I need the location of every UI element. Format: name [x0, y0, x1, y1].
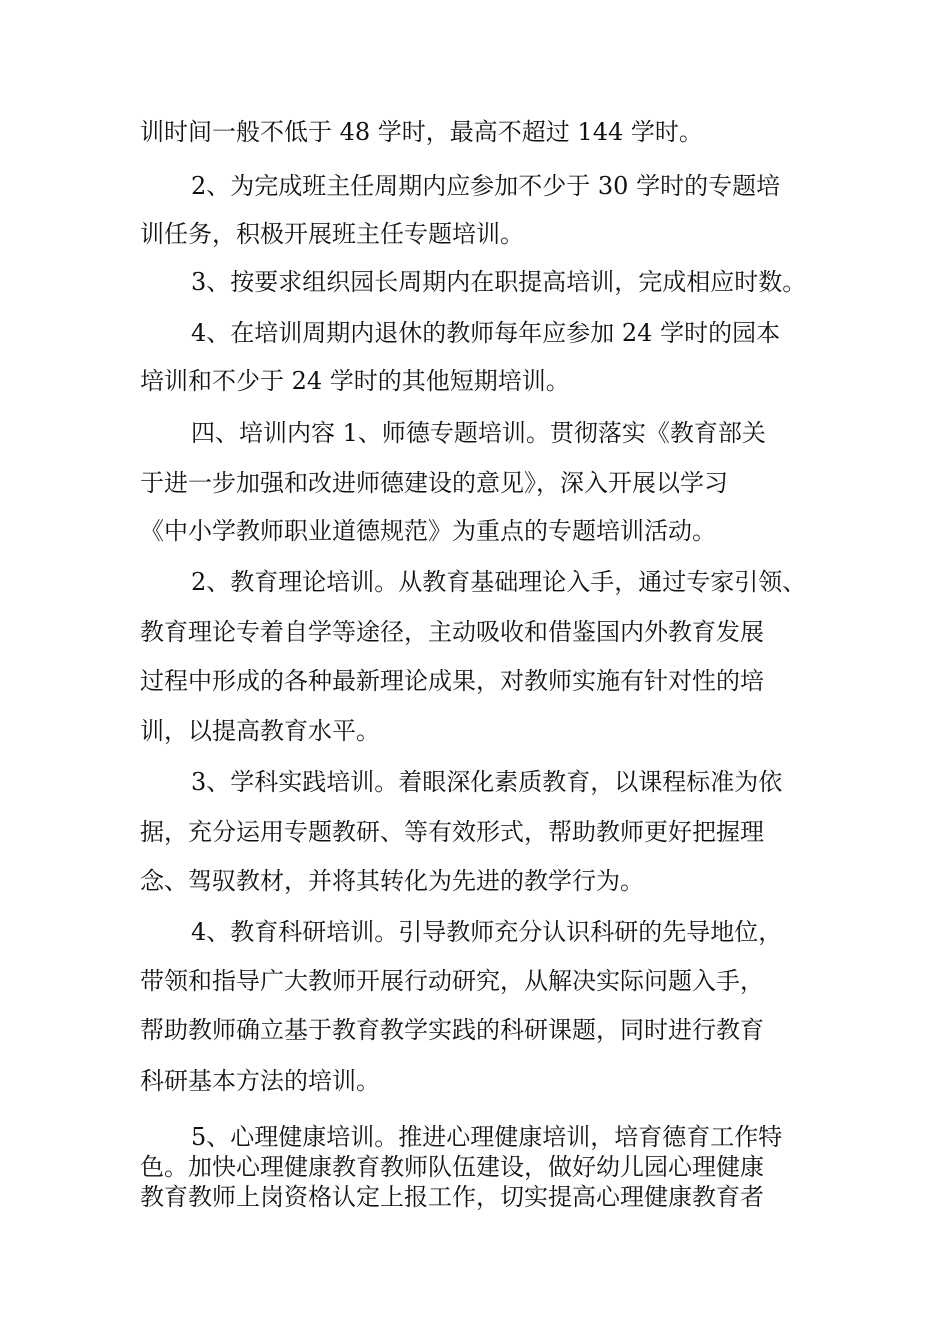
text-line: 据，充分运用专题教研、等有效形式，帮助教师更好把握理	[140, 818, 764, 846]
text-line: 3、学科实践培训。着眼深化素质教育，以课程标准为依	[191, 768, 783, 796]
text-line: 培训和不少于 24 学时的其他短期培训。	[140, 367, 570, 395]
text-line: 训，以提高教育水平。	[140, 717, 380, 745]
text-line: 2、为完成班主任周期内应参加不少于 30 学时的专题培	[191, 172, 781, 200]
text-line: 带领和指导广大教师开展行动研究，从解决实际问题入手，	[140, 967, 764, 995]
text-line: 过程中形成的各种最新理论成果，对教师实施有针对性的培	[140, 667, 764, 695]
text-line: 4、教育科研培训。引导教师充分认识科研的先导地位，	[191, 918, 783, 946]
text-line: 于进一步加强和改进师德建设的意见》，深入开展以学习	[140, 469, 728, 497]
text-line: 念、驾驭教材，并将其转化为先进的教学行为。	[140, 867, 644, 895]
text-line: 科研基本方法的培训。	[140, 1067, 380, 1095]
text-line: 教育理论专着自学等途径，主动吸收和借鉴国内外教育发展	[140, 618, 764, 646]
text-line: 训任务，积极开展班主任专题培训。	[140, 220, 524, 248]
text-line: 《中小学教师职业道德规范》为重点的专题培训活动。	[140, 517, 716, 545]
text-line: 2、教育理论培训。从教育基础理论入手，通过专家引领、	[191, 568, 807, 596]
text-line: 3、按要求组织园长周期内在职提高培训，完成相应时数。	[191, 268, 807, 296]
text-line: 4、在培训周期内退休的教师每年应参加 24 学时的园本	[191, 319, 781, 347]
text-line: 四、培训内容 1、师德专题培训。贯彻落实《教育部关	[191, 419, 766, 447]
text-line: 5、心理健康培训。推进心理健康培训，培育德育工作特	[191, 1123, 783, 1151]
text-line: 教育教师上岗资格认定上报工作，切实提高心理健康教育者	[140, 1183, 764, 1211]
text-line: 帮助教师确立基于教育教学实践的科研课题，同时进行教育	[140, 1016, 764, 1044]
text-line: 色。加快心理健康教育教师队伍建设，做好幼儿园心理健康	[140, 1153, 764, 1181]
text-line: 训时间一般不低于 48 学时，最高不超过 144 学时。	[140, 118, 703, 146]
